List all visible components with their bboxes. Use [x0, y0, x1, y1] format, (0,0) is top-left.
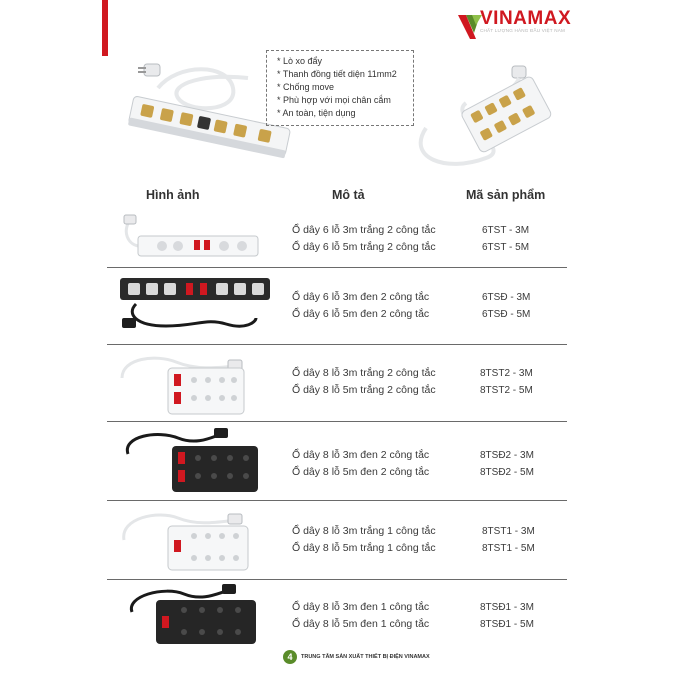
product-image-8-black-1-switch — [124, 582, 264, 648]
product-image-8-white-1-switch — [118, 504, 258, 574]
page-number-badge: 4 — [283, 650, 297, 664]
column-header-product-code: Mã sản phẩm — [466, 188, 546, 202]
product-description: Ổ dây 8 lỗ 3m đen 2 công tắc — [292, 449, 430, 461]
product-image-6-black-2-switch — [116, 274, 276, 342]
product-code: 8TSĐ1 - 3M — [480, 602, 534, 613]
product-code: 6TSĐ - 5M — [482, 309, 531, 320]
row-divider — [107, 579, 567, 580]
column-header-description: Mô tả — [332, 188, 365, 202]
product-description: Ổ dây 6 lỗ 3m đen 2 công tắc — [292, 291, 430, 303]
product-description: Ổ dây 8 lỗ 3m đen 1 công tắc — [292, 601, 430, 613]
product-code: 8TSĐ2 - 5M — [480, 467, 534, 478]
product-code: 6TST - 5M — [482, 242, 530, 253]
product-description: Ổ dây 6 lỗ 5m trắng 2 công tắc — [292, 241, 436, 253]
product-description: Ổ dây 8 lỗ 5m trắng 1 công tắc — [292, 542, 436, 554]
product-description: Ổ dây 6 lỗ 5m đen 2 công tắc — [292, 308, 430, 320]
product-image-6-white-2-switch — [118, 212, 262, 264]
product-description: Ổ dây 8 lỗ 5m đen 1 công tắc — [292, 618, 430, 630]
column-header-image: Hình ảnh — [146, 188, 200, 202]
red-accent-bar — [102, 0, 108, 56]
brand-name: VINAMAX — [480, 8, 572, 29]
product-code: 8TSĐ1 - 5M — [480, 619, 534, 630]
row-divider — [107, 421, 567, 422]
feature-item: * Thanh đồng tiết diện 11mm2 — [277, 69, 397, 79]
product-image-8-white-2-switch — [116, 348, 256, 420]
product-code: 8TST2 - 5M — [480, 385, 533, 396]
row-divider — [107, 500, 567, 501]
brand-tagline: CHẤT LƯỢNG HÀNG ĐẦU VIỆT NAM — [480, 28, 566, 33]
product-description: Ổ dây 8 lỗ 3m trắng 1 công tắc — [292, 525, 436, 537]
product-code: 6TST - 3M — [482, 225, 530, 236]
product-description: Ổ dây 8 lỗ 5m đen 2 công tắc — [292, 466, 430, 478]
feature-item: * Lò xo đẩy — [277, 56, 323, 66]
row-divider — [107, 267, 567, 268]
product-image-8-black-2-switch — [118, 424, 264, 496]
product-code: 8TSĐ2 - 3M — [480, 450, 534, 461]
feature-item: * Phù hợp với mọi chân cắm — [277, 95, 391, 105]
footer-text: TRUNG TÂM SẢN XUẤT THIẾT BỊ ĐIỆN VINAMAX — [301, 654, 430, 660]
product-code: 8TST1 - 5M — [482, 543, 535, 554]
feature-item: * An toàn, tiện dụng — [277, 108, 356, 118]
product-code: 8TST2 - 3M — [480, 368, 533, 379]
feature-item: * Chống move — [277, 82, 335, 92]
product-description: Ổ dây 8 lỗ 3m trắng 2 công tắc — [292, 367, 436, 379]
row-divider — [107, 344, 567, 345]
product-code: 6TSĐ - 3M — [482, 292, 531, 303]
compact-power-strip-photo — [406, 58, 566, 176]
product-code: 8TST1 - 3M — [482, 526, 535, 537]
product-description: Ổ dây 8 lỗ 5m trắng 2 công tắc — [292, 384, 436, 396]
product-description: Ổ dây 6 lỗ 3m trắng 2 công tắc — [292, 224, 436, 236]
